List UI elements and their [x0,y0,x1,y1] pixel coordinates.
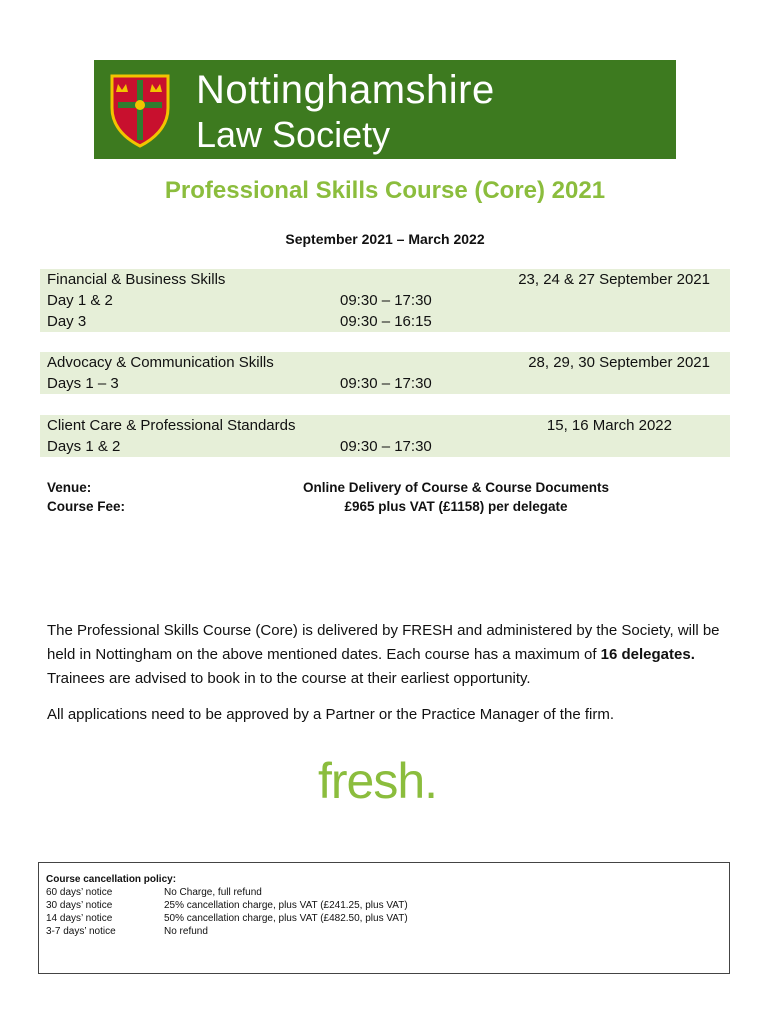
policy-notice: 30 days’ notice [46,900,113,911]
course-description [47,619,737,691]
course-dates: 23, 24 & 27 September 2021 [518,271,710,288]
policy-terms: 50% cancellation charge, plus VAT (£482.50, plus VAT) [164,913,408,924]
approval-note: All applications need to be approved by a Partner or the Practice Manager of the firm. [47,706,614,723]
description-text: The Professional Skills Course (Core) is delivered by FRESH and administered by the Society, will be held in Nottingham on the above mentioned dates. Each course has a maximum of [47,622,720,663]
course-block [40,269,730,332]
policy-terms: No refund [164,926,208,937]
policy-notice: 60 days’ notice [46,887,113,898]
course-dates: 28, 29, 30 September 2021 [528,354,710,371]
heraldic-shield-icon [108,72,172,148]
header-banner [94,60,676,159]
policy-notice: 14 days’ notice [46,913,113,924]
policy-notice: 3-7 days’ notice [46,926,116,937]
session-time: 09:30 – 16:15 [340,313,432,330]
session-time: 09:30 – 17:30 [340,292,432,309]
session-time: 09:30 – 17:30 [340,375,432,392]
session-time: 09:30 – 17:30 [340,438,432,455]
course-block [40,415,730,457]
policy-terms: 25% cancellation charge, plus VAT (£241.25, plus VAT) [164,900,408,911]
fresh-logo: fresh. [318,753,438,809]
org-name-line1: Nottinghamshire [196,68,495,112]
course-name: Client Care & Professional Standards [47,417,296,434]
venue-value: Online Delivery of Course & Course Documents [302,480,610,495]
course-block [40,352,730,394]
session-days: Days 1 – 3 [47,375,119,392]
session-days: Day 3 [47,313,87,330]
session-days: Day 1 & 2 [47,292,113,309]
course-name: Financial & Business Skills [47,271,226,288]
page-title: Professional Skills Course (Core) 2021 [164,177,606,204]
course-dates: 15, 16 March 2022 [546,417,672,434]
cancellation-policy [38,862,730,974]
policy-heading: Course cancellation policy: [46,874,177,885]
org-name-line2: Law Society [196,114,391,155]
course-period: September 2021 – March 2022 [285,231,485,247]
fee-value: £965 plus VAT (£1158) per delegate [344,499,568,514]
description-text: Trainees are advised to book in to the course at their earliest opportunity. [47,670,531,687]
fee-label: Course Fee: [47,499,126,514]
delegate-limit: 16 delegates. [600,646,695,663]
course-name: Advocacy & Communication Skills [47,354,274,371]
policy-terms: No Charge, full refund [164,887,262,898]
venue-label: Venue: [47,480,92,495]
session-days: Days 1 & 2 [47,438,121,455]
